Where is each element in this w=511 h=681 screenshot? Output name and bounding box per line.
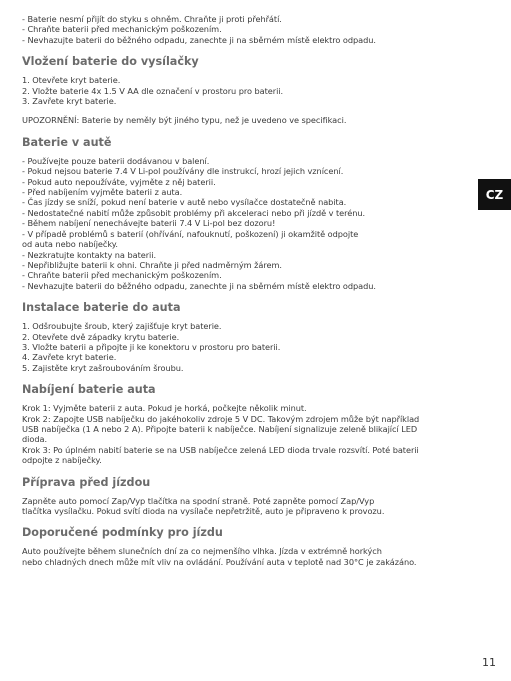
text-line: nebo chladných dnech může mít vliv na ovládání. Používání auta v teplotě nad 30°C je zakázáno. bbox=[22, 556, 417, 567]
section-priprava-body bbox=[22, 496, 474, 517]
text-line: - Nevhazujte baterii do běžného odpadu, zanechte ji na sběrném místě elektro odpadu. bbox=[22, 280, 376, 291]
text-line: 2. Otevřete dvě západky krytu baterie. bbox=[22, 331, 180, 342]
text-line: - Chraňte baterii před mechanickým poškozením. bbox=[22, 270, 222, 281]
section-heading: Vložení baterie do vysílačky bbox=[22, 55, 199, 69]
text-line: 3. Vložte baterii a připojte ji ke konektoru v prostoru pro baterii. bbox=[22, 341, 281, 352]
section-nabijeni-body bbox=[22, 403, 474, 465]
text-line: Krok 2: Zapojte USB nabíječku do jakéhokoliv zdroje 5 V DC. Takovým zdrojem může být například bbox=[22, 413, 420, 424]
section-heading: Instalace baterie do auta bbox=[22, 301, 181, 315]
text-line: 5. Zajistěte kryt zašroubováním šroubu. bbox=[22, 362, 184, 373]
text-line: 4. Zavřete kryt baterie. bbox=[22, 352, 117, 363]
page-number: 11 bbox=[482, 656, 496, 669]
text-line: Krok 3: Po úplném nabití baterie se na USB nabíječce zelená LED dioda trvale rozsvítí. Poté baterii bbox=[22, 444, 419, 455]
text-line: - Používejte pouze baterii dodávanou v balení. bbox=[22, 155, 210, 166]
section-auto-body bbox=[22, 156, 474, 291]
intro-warnings bbox=[22, 14, 474, 45]
section-heading: Nabíjení baterie auta bbox=[22, 383, 156, 397]
section-heading: Doporučené podmínky pro jízdu bbox=[22, 526, 223, 540]
text-line: dioda. bbox=[22, 434, 47, 445]
text-line: tlačítka vysílačku. Pokud svítí dioda na vysílače nepřetržitě, auto je připraveno k provozu. bbox=[22, 506, 385, 516]
text-line: USB nabíječka (1 A nebo 2 A). Připojte baterii k nabíječce. Nabíjení signalizuje zeleně blikající LED bbox=[22, 423, 418, 434]
warning-note: UPOZORNĚNÍ: Baterie by neměly být jiného typu, než je uvedeno ve specifikaci. bbox=[22, 115, 347, 126]
section-vlozeni-body bbox=[22, 75, 474, 126]
text-line: 3. Zavřete kryt baterie. bbox=[22, 96, 117, 107]
text-line: - Pokud nejsou baterie 7.4 V Li-pol používány dle instrukcí, hrozí jejich vznícení. bbox=[22, 166, 344, 177]
section-podminky-body bbox=[22, 546, 474, 567]
text-line: odpojte z nabíječky. bbox=[22, 455, 102, 466]
text-line: Krok 1: Vyjměte baterii z auta. Pokud je horká, počkejte několik minut. bbox=[22, 403, 307, 414]
text-line: Zapněte auto pomocí Zap/Vyp tlačítka na spodní straně. Poté zapněte pomocí Zap/Vyp bbox=[22, 495, 375, 506]
text-line: - V případě problémů s baterií (ohřívání, nafouknutí, poškození) ji okamžitě odpojte bbox=[22, 228, 359, 239]
text-line: - Během nabíjení nenechávejte baterii 7.4 V Li-pol bez dozoru! bbox=[22, 218, 276, 229]
text-line: od auta nebo nabíječky. bbox=[22, 239, 118, 250]
section-instalace-body bbox=[22, 321, 474, 373]
text-line: 1. Odšroubujte šroub, který zajišťuje kryt baterie. bbox=[22, 321, 222, 332]
text-line: - Nezkratujte kontakty na baterii. bbox=[22, 249, 157, 260]
manual-page bbox=[22, 14, 474, 567]
text-line: 1. Otevřete kryt baterie. bbox=[22, 75, 121, 86]
language-tab: CZ bbox=[478, 179, 511, 210]
text-line: - Nedostatečné nabití může způsobit problémy při akceleraci nebo při jízdě v terénu. bbox=[22, 207, 366, 218]
text-line: - Nevhazujte baterii do běžného odpadu, zanechte ji na sběrném místě elektro odpadu. bbox=[22, 34, 376, 45]
text-line: - Pokud auto nepoužíváte, vyjměte z něj baterii. bbox=[22, 176, 216, 187]
text-line: - Nepřibližujte baterii k ohni. Chraňte ji před nadměrným žárem. bbox=[22, 259, 282, 270]
text-line: - Čas jízdy se sníží, pokud není baterie v autě nebo vysílačce dostatečně nabita. bbox=[22, 197, 347, 208]
text-line: - Před nabíjením vyjměte baterii z auta. bbox=[22, 187, 183, 198]
text-line: 2. Vložte baterie 4x 1.5 V AA dle označení v prostoru pro baterii. bbox=[22, 85, 284, 96]
text-line: - Baterie nesmí přijít do styku s ohněm. Chraňte ji proti přehřátí. bbox=[22, 14, 282, 24]
text-line: - Chraňte baterii před mechanickým poškozením. bbox=[22, 24, 222, 35]
text-line: Auto používejte během slunečních dní za co nejmenšího vlhka. Jízda v extrémně horkých bbox=[22, 546, 382, 557]
section-heading: Baterie v autě bbox=[22, 135, 112, 149]
section-heading: Příprava před jízdou bbox=[22, 475, 151, 489]
